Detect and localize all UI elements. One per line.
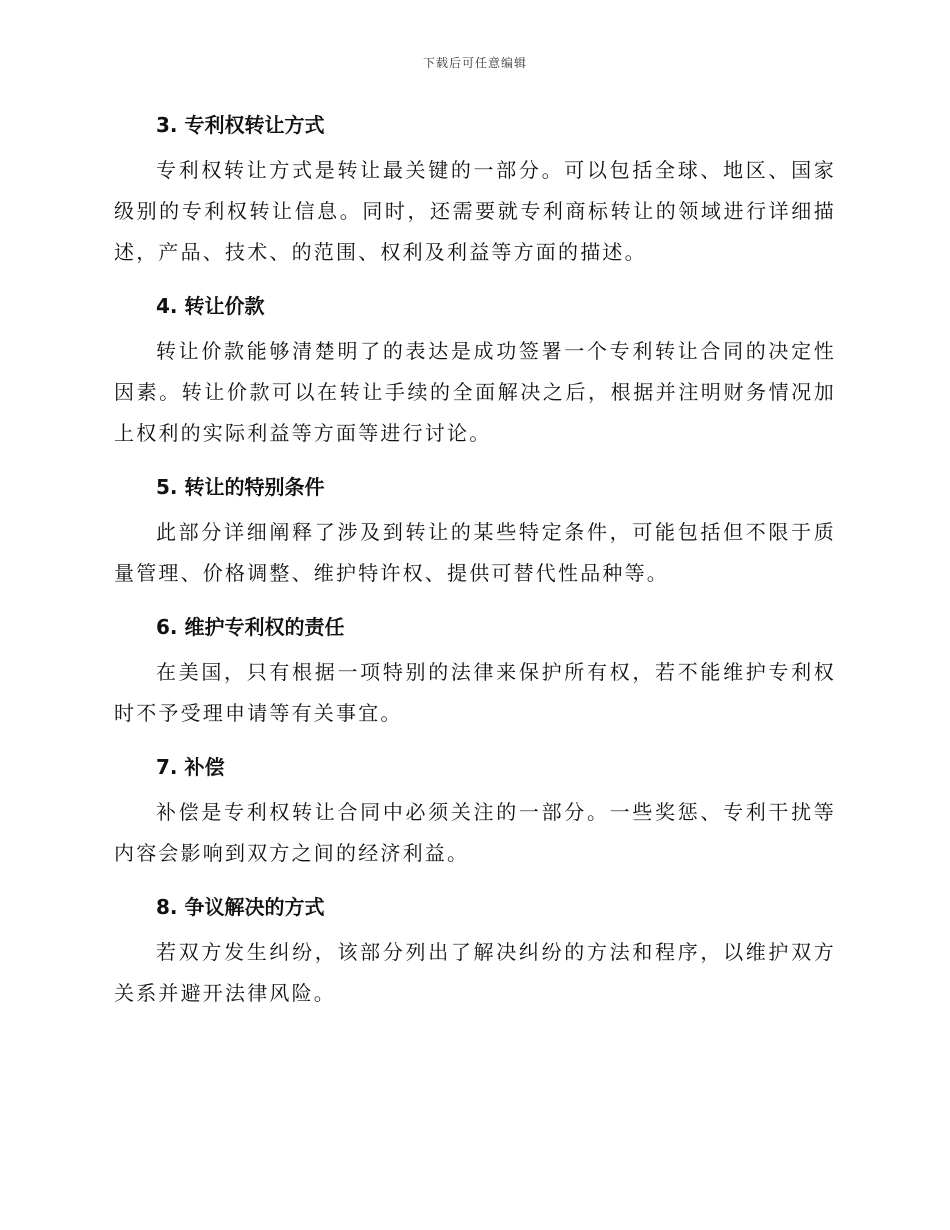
document-body <box>114 110 836 1032</box>
section-paragraph: 补偿是专利权转让合同中必须关注的一部分。一些奖惩、专利干扰等内容会影响到双方之间的经济利益。 <box>114 800 836 865</box>
section-paragraph: 若双方发生纠纷，该部分列出了解决纠纷的方法和程序，以维护双方关系并避开法律风险。 <box>114 940 836 1005</box>
section-heading: 4. 转让价款 <box>156 294 265 318</box>
section-special-conditions <box>114 472 836 594</box>
section-paragraph: 此部分详细阐释了涉及到转让的某些特定条件，可能包括但不限于质量管理、价格调整、维护特许权、提供可替代性品种等。 <box>114 520 836 585</box>
section-heading: 5. 转让的特别条件 <box>156 475 325 499</box>
section-paragraph: 在美国，只有根据一项特别的法律来保护所有权，若不能维护专利权时不予受理申请等有关事宜。 <box>114 660 836 725</box>
page-header-note: 下载后可任意编辑 <box>422 56 527 70</box>
section-transfer-method <box>114 110 836 273</box>
section-transfer-price <box>114 291 836 454</box>
section-maintenance-responsibility <box>114 612 836 734</box>
section-heading: 7. 补偿 <box>156 755 225 779</box>
section-heading: 3. 专利权转让方式 <box>156 113 325 137</box>
section-compensation <box>114 752 836 874</box>
section-heading: 8. 争议解决的方式 <box>156 895 325 919</box>
section-heading: 6. 维护专利权的责任 <box>156 615 345 639</box>
section-paragraph: 专利权转让方式是转让最关键的一部分。可以包括全球、地区、国家级别的专利权转让信息。同时，还需要就专利商标转让的领域进行详细描述，产品、技术、的范围、权利及利益等方面的描述。 <box>114 158 836 264</box>
section-dispute-resolution <box>114 892 836 1014</box>
section-paragraph: 转让价款能够清楚明了的表达是成功签署一个专利转让合同的决定性因素。转让价款可以在转让手续的全面解决之后，根据并注明财务情况加上权利的实际利益等方面等进行讨论。 <box>114 339 836 445</box>
